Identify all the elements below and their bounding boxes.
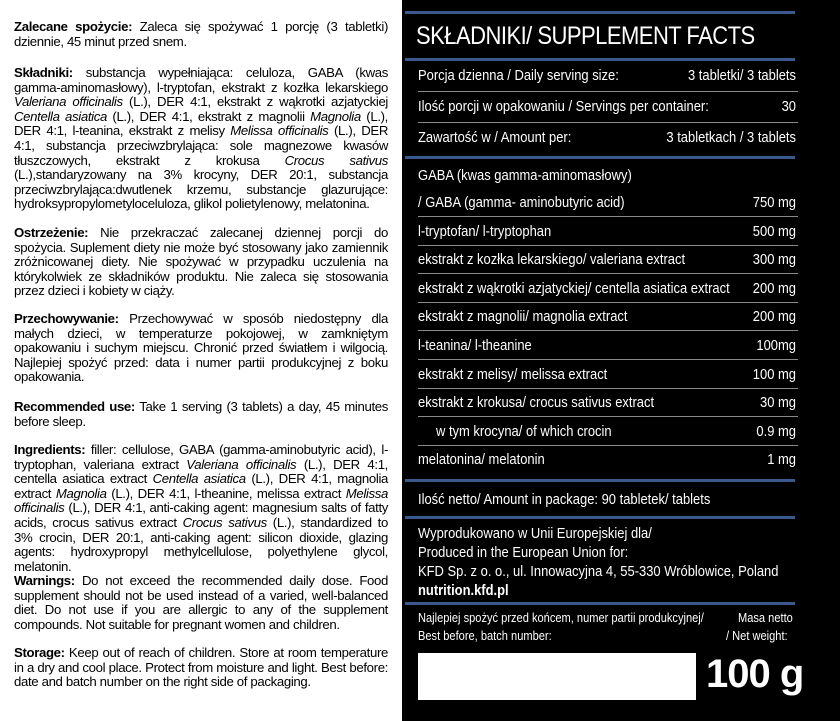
producer-line-3: KFD Sp. z o. o., ul. Innowacyjna 4, 55-330 Wróblowice, Poland (418, 564, 779, 580)
divider (418, 330, 798, 331)
facts-row-value: 500 mg (752, 224, 796, 240)
left-info-panel (0, 0, 402, 721)
amount-per-label: Zawartość w / Amount per: (418, 130, 572, 146)
storage-text: Keep out of reach of children. Store at room temperature in a dry and cool place. Protect from moisture and light. Best before: date and batch number on the right side of packaging. (14, 645, 388, 690)
skladniki-text: (L.), DER 4:1, l-teanina, ekstrakt z melisy (14, 108, 388, 139)
skladniki-text: (L.),standaryzowany na 3% krocyny, DER 20:1, substancja przeciwzbrylająca:dwutlenek krzemu, substancje glazurujące: hydroksypropylometyloceluloza, glikol polietylenowy, melatonina. (14, 167, 388, 212)
batch-number-box (418, 653, 696, 700)
facts-row-label: ekstrakt z krokusa/ crocus sativus extract (418, 395, 655, 411)
storage-label: Storage: (14, 645, 65, 660)
amount-per-value: 3 tabletkach / 3 tablets (666, 130, 796, 146)
amount-accent-rule (405, 156, 795, 159)
warnings-text: Do not exceed the recommended daily dose. Food supplement should not be used instead of a varied, well-balanced diet. Do not use if you are allergic to any of the supplement compounds. Not suitable for pregnant women and children. (14, 573, 388, 632)
ostrzezenie-text: Nie przekraczać zalecanej dziennej porcji do spożycia. Suplement diety nie może być stosowany jako zamiennik zróżnicowanej diety. Nie spożywać w przypadku uczulenia na którykolwiek ze składników produktu. Nie zaleca się stosowania przez dzieci i kobiety w ciąży. (14, 225, 388, 299)
divider (418, 122, 798, 123)
gaba-label-line1: GABA (kwas gamma-aminomasłowy) (418, 168, 632, 184)
facts-title: SKŁADNIKI/ SUPPLEMENT FACTS (416, 22, 755, 50)
facts-row-value: 0.9 mg (756, 424, 796, 440)
facts-row-label: l-tryptofan/ l-tryptophan (418, 224, 552, 240)
latin-name: Valeriana officinalis (14, 94, 123, 110)
divider (418, 388, 798, 389)
website-link[interactable]: nutrition.kfd.pl (418, 583, 509, 599)
skladniki-section (14, 66, 388, 212)
facts-row-value: 100mg (756, 338, 796, 354)
facts-row-value: 100 mg (752, 367, 796, 383)
przechowywanie-text: Przechowywać w sposób niedostępny dla małych dzieci, w temperaturze pokojowej, w zamkniętym opakowaniu i suchym miejscu. Chronić przed światłem i wilgocią. Najlepiej spożyć przed: data i numer partii produkcyjnej z boku opakowania. (14, 311, 388, 385)
facts-row-label: ekstrakt z wąkrotki azjatyckiej/ centella asiatica extract (418, 281, 730, 297)
ingredients-text: filler: cellulose, GABA (gamma-aminobutyric acid), l-tryptophan, valeriana extract (14, 442, 388, 472)
facts-row-value: 30 mg (760, 395, 796, 411)
skladniki-label: Składniki: (14, 65, 73, 80)
ostrzezenie-label: Ostrzeżenie: (14, 225, 89, 240)
divider (418, 216, 798, 217)
recommended-section (14, 400, 388, 429)
dose-section (14, 20, 388, 49)
dose-text: Zaleca się spożywać 1 porcję (3 tabletki) dziennie, 45 minut przed snem. (14, 19, 388, 49)
best-before-line-2: Best before, batch number: (418, 629, 552, 643)
latin-name: Centella asiatica (14, 108, 107, 124)
divider (418, 416, 798, 417)
ingredients-text: (L.), DER 4:1, magnolia extract (14, 471, 389, 501)
facts-end-rule (405, 479, 795, 482)
przechowywanie-label: Przechowywanie: (14, 311, 119, 326)
serving-size-label: Porcja dzienna / Daily serving size: (418, 68, 619, 84)
skladniki-text: (L.), DER 4:1, ekstrakt z wąkrotki azjatyckiej (122, 94, 389, 110)
net-accent-rule (405, 516, 795, 519)
servings-per-value: 30 (781, 99, 796, 115)
ingredients-text: (L.), standardized to 3% crocin, DER 20:1, anti-caking agent: silicon dioxide, glazing agents: hydroxypropyl methylcellulose, polyethylene glycol, melatonin. (14, 514, 388, 574)
net-weight-value: 100 g (706, 652, 804, 696)
divider (418, 273, 798, 274)
producer-line-2: Produced in the European Union for: (418, 545, 629, 561)
facts-row-value: 300 mg (752, 252, 796, 268)
ingredients-label: Ingredients: (14, 442, 86, 457)
divider (418, 445, 798, 446)
net-weight-label-1: Masa netto (738, 611, 793, 625)
latin-name: Valeriana officinalis (186, 456, 297, 472)
latin-name: Crocus sativus (284, 152, 388, 168)
facts-row-label: / GABA (gamma- aminobutyric acid) (418, 195, 625, 211)
latin-name: Melissa officinalis (14, 485, 388, 516)
ingredients-section (14, 443, 388, 574)
top-accent-rule (405, 11, 795, 14)
latin-name: Melissa officinalis (230, 123, 329, 139)
ostrzezenie-section (14, 226, 388, 299)
facts-row-value: 200 mg (752, 281, 796, 297)
divider (418, 359, 798, 360)
divider (418, 302, 798, 303)
facts-row-label: ekstrakt z melisy/ melissa extract (418, 367, 608, 383)
divider (418, 91, 798, 92)
recommended-text: Take 1 serving (3 tablets) a day, 45 minutes before sleep. (14, 399, 388, 429)
facts-row-value: 200 mg (752, 309, 796, 325)
facts-row-label: ekstrakt z magnolii/ magnolia extract (418, 309, 628, 325)
recommended-label: Recommended use: (14, 399, 135, 414)
skladniki-text: (L.), DER 4:1, substancja przeciwzbrylająca: sole magnezowe kwasów tłuszczowych, ekstrakt z krokusa (14, 123, 389, 168)
net-weight-label-2: / Net weight: (726, 629, 788, 643)
net-amount: Ilość netto/ Amount in package: 90 tabletek/ tablets (418, 492, 711, 508)
ingredients-text: (L.), DER 4:1, centella asiatica extract (14, 456, 388, 487)
serving-size-value: 3 tabletki/ 3 tablets (688, 68, 796, 84)
latin-name: Magnolia (310, 108, 361, 124)
title-accent-rule (405, 58, 795, 61)
producer-accent-rule (405, 602, 795, 605)
best-before-line-1: Najlepiej spożyć przed końcem, numer partii produkcyjnej/ (418, 611, 704, 625)
warnings-label: Warnings: (14, 573, 75, 588)
facts-row-label: ekstrakt z kozłka lekarskiego/ valeriana extract (418, 252, 686, 268)
ingredients-text: (L.), DER 4:1, l-theanine, melissa extract (106, 485, 346, 501)
latin-name: Magnolia (55, 485, 107, 501)
przechowywanie-section (14, 312, 388, 385)
skladniki-text: (L.), DER 4:1, ekstrakt z magnolii (106, 108, 311, 124)
facts-row-label: w tym krocyna/ of which crocin (436, 424, 612, 440)
dose-label: Zalecane spożycie: (14, 19, 133, 34)
facts-row-value: 1 mg (767, 452, 796, 468)
warnings-section (14, 574, 388, 632)
skladniki-text: substancja wypełniająca: celuloza, GABA (kwas gamma-aminomasłowy), l-tryptofan, ekstrakt z kozłka lekarskiego (14, 65, 388, 95)
divider (418, 245, 798, 246)
facts-row-label: melatonina/ melatonin (418, 452, 545, 468)
facts-row-value: 750 mg (752, 195, 796, 211)
servings-per-label: Ilość porcji w opakowaniu / Servings per container: (418, 99, 709, 115)
latin-name: Centella asiatica (152, 471, 246, 487)
facts-row-label: l-teanina/ l-theanine (418, 338, 532, 354)
storage-section (14, 646, 388, 690)
latin-name: Crocus sativus (182, 514, 267, 530)
producer-line-1: Wyprodukowano w Unii Europejskiej dla/ (418, 526, 652, 542)
ingredients-text: (L.), DER 4:1, anti-caking agent: magnesium salts of fatty acids, crocus sativus extract (14, 500, 388, 530)
